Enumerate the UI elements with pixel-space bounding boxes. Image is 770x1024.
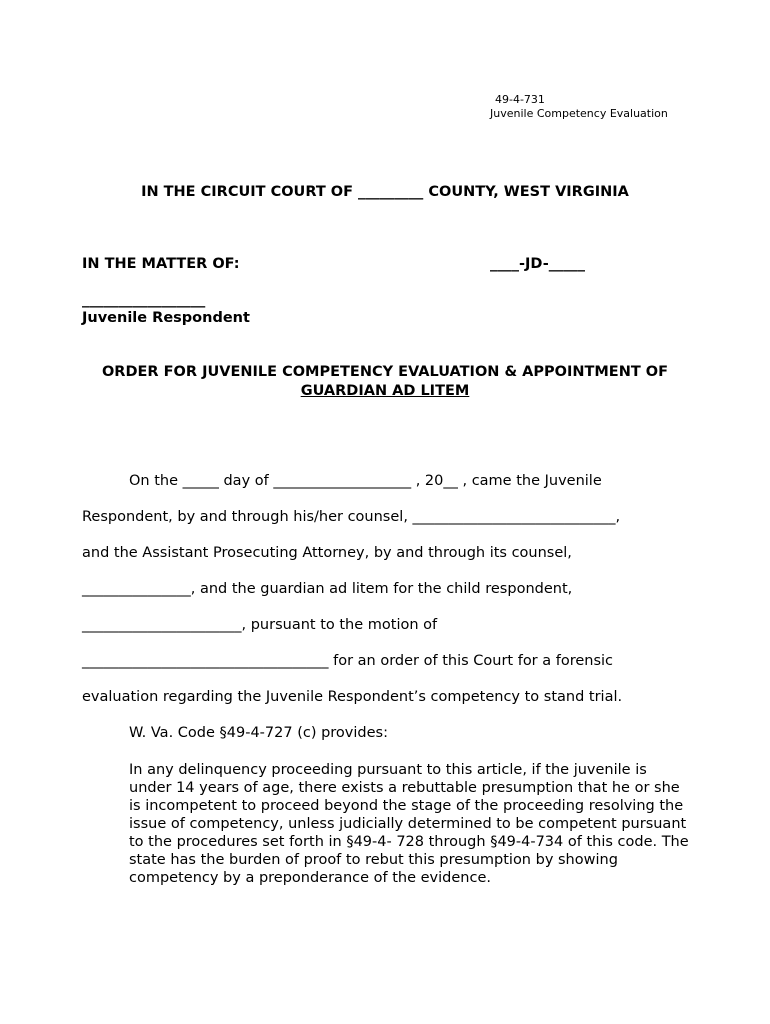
code-quote: In any delinquency proceeding pursuant to this article, if the juvenile is under 14 years of age, there exists a rebuttable presumption that he or she is incompetent to proceed beyond the stage of the proceeding resolving the issue of competency, unless judicially determined to be competent pursuant to the procedures set forth in §49-4- 728 through §49-4-734 of this code. The state has the burden of proof to rebut this presumption by showing competency by a preponderance of the evidence. xyxy=(129,762,689,886)
respondent-blank: _________________ xyxy=(82,292,206,308)
body-line: _______________, and the guardian ad litem for the child respondent, xyxy=(82,581,573,597)
body-line: Respondent, by and through his/her counsel, ____________________________, xyxy=(82,509,621,525)
case-number: ____-JD-_____ xyxy=(490,256,585,272)
body-line: __________________________________ for an order of this Court for a forensic xyxy=(82,653,614,669)
code-intro: W. Va. Code §49-4-727 (c) provides: xyxy=(129,725,388,741)
statute-number: 49-4-731 xyxy=(495,93,545,106)
respondent-label: Juvenile Respondent xyxy=(82,310,250,326)
matter-label: IN THE MATTER OF: xyxy=(82,256,240,272)
body-line: ______________________, pursuant to the motion of xyxy=(82,617,438,633)
court-heading: IN THE CIRCUIT COURT OF _________ COUNTY, WEST VIRGINIA xyxy=(141,184,629,200)
order-title-line2: GUARDIAN AD LITEM xyxy=(300,383,470,399)
form-title: Juvenile Competency Evaluation xyxy=(490,107,668,120)
body-line: and the Assistant Prosecuting Attorney, by and through its counsel, xyxy=(82,545,572,561)
order-title-line1: ORDER FOR JUVENILE COMPETENCY EVALUATION & APPOINTMENT OF xyxy=(101,364,669,380)
body-line: evaluation regarding the Juvenile Respondent’s competency to stand trial. xyxy=(82,689,623,705)
body-line: On the _____ day of ___________________ , 20__ , came the Juvenile xyxy=(129,473,602,489)
